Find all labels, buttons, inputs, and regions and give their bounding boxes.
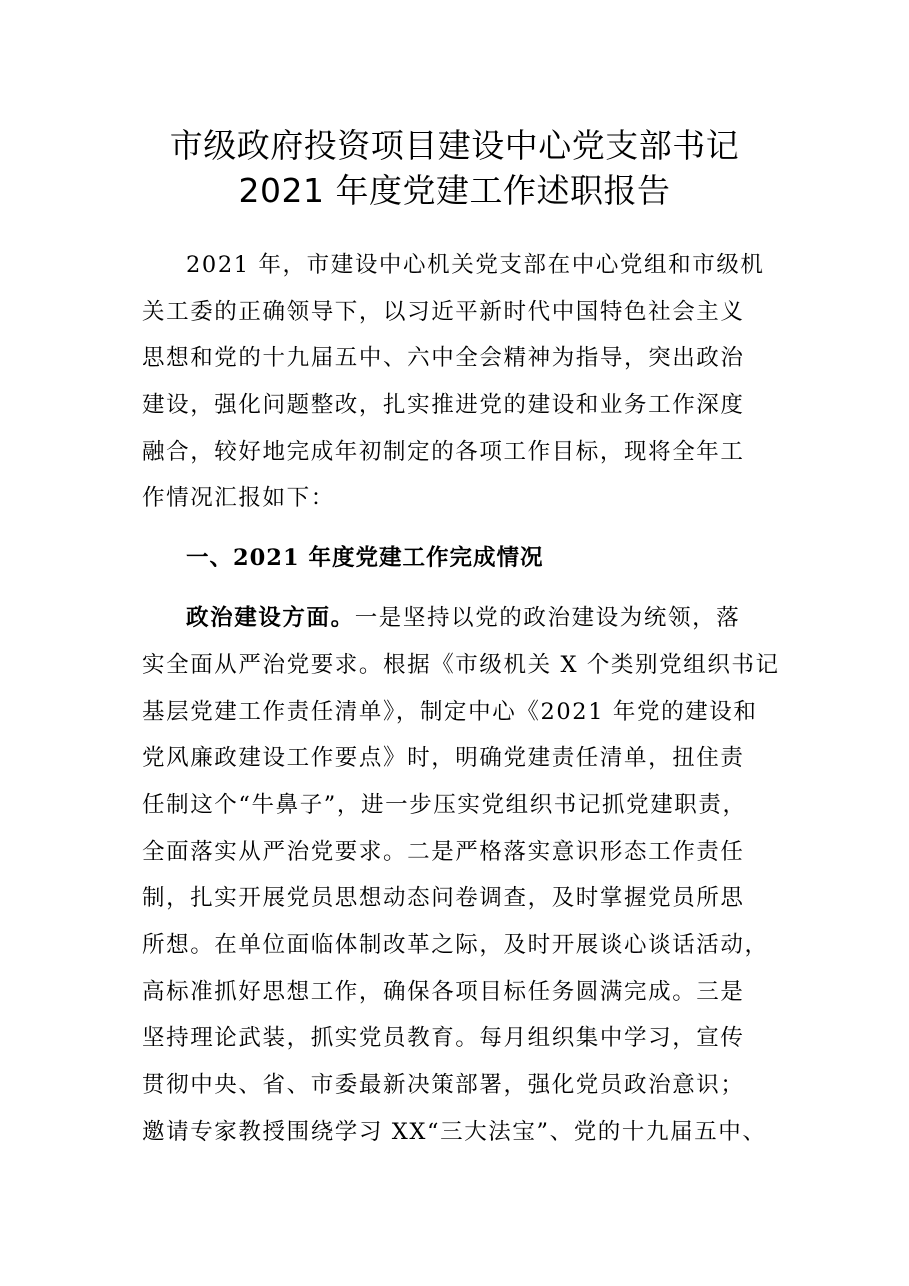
- intro-line: 思想和党的十九届五中、六中全会精神为指导，突出政治: [142, 345, 745, 371]
- intro-line: 关工委的正确领导下，以习近平新时代中国特色社会主义: [142, 299, 745, 325]
- intro-line: 作情况汇报如下：: [142, 485, 335, 511]
- paragraph-line: 基层党建工作责任清单》，制定中心《2021 年党的建设和: [142, 699, 758, 725]
- document-title-line-1: 市级政府投资项目建设中心党支部书记: [169, 126, 740, 165]
- paragraph-line: 制，扎实开展党员思想动态问卷调查，及时掌握党员所思: [142, 885, 745, 911]
- intro-line: 融合，较好地完成年初制定的各项工作目标，现将全年工: [142, 439, 745, 465]
- paragraph-line: 高标准抓好思想工作，确保各项目标任务圆满完成。三是: [142, 979, 745, 1005]
- paragraph-line: 所想。在单位面临体制改革之际，及时开展谈心谈话活动，: [142, 932, 769, 958]
- paragraph-line: 贯彻中央、省、市委最新决策部署，强化党员政治意识；: [142, 1072, 745, 1098]
- document-title-line-2: 2021 年度党建工作述职报告: [238, 171, 671, 210]
- paragraph-line: 邀请专家教授围绕学习 XX“三大法宝”、党的十九届五中、: [142, 1119, 767, 1145]
- paragraph-first-line: [186, 603, 740, 633]
- paragraph-line: 坚持理论武装，抓实党员教育。每月组织集中学习，宣传: [142, 1025, 745, 1051]
- paragraph-line: 任制这个“牛鼻子”，进一步压实党组织书记抓党建职责，: [142, 792, 747, 818]
- paragraph-line: 党风廉政建设工作要点》时，明确党建责任清单，扭住责: [142, 745, 745, 771]
- intro-line: 建设，强化问题整改，扎实推进党的建设和业务工作深度: [142, 392, 745, 418]
- paragraph-line: 实全面从严治党要求。根据《市级机关 X 个类别党组织书记: [142, 652, 780, 678]
- paragraph-line: 全面落实从严治党要求。二是严格落实意识形态工作责任: [142, 839, 745, 865]
- paragraph-lead: 政治建设方面。: [186, 605, 355, 631]
- paragraph-first-line-text: 一是坚持以党的政治建设为统领，落: [354, 605, 741, 631]
- section-heading: 一、2021 年度党建工作完成情况: [186, 545, 544, 571]
- intro-line: 2021 年，市建设中心机关党支部在中心党组和市级机: [186, 252, 765, 278]
